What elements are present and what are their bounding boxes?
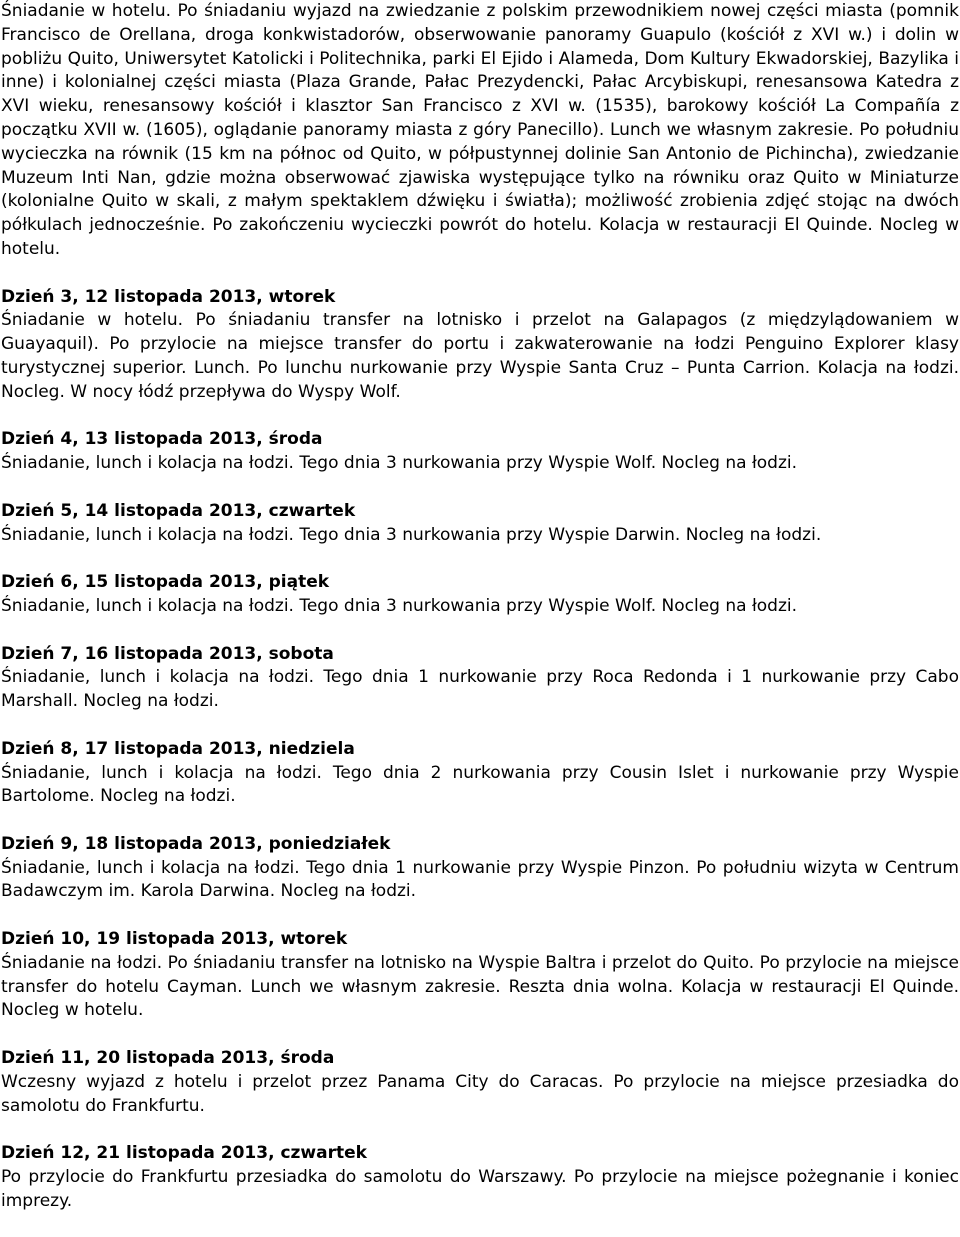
day-section-6 bbox=[1, 571, 959, 619]
day-heading: Dzień 4, 13 listopada 2013, środa bbox=[1, 429, 323, 450]
day-heading: Dzień 3, 12 listopada 2013, wtorek bbox=[1, 286, 336, 307]
spacer bbox=[1, 809, 959, 833]
day-body: Po przylocie do Frankfurtu przesiadka do samolotu do Warszawy. Po przylocie na miejsce pożegnanie i koniec imprezy. bbox=[1, 1167, 959, 1211]
day-body: Śniadanie, lunch i kolacja na łodzi. Tego dnia 1 nurkowanie przy Roca Redonda i 1 nurkowanie przy Cabo Marshall. Nocleg na łodzi. bbox=[1, 667, 959, 712]
spacer bbox=[1, 262, 959, 286]
day-body: Śniadanie, lunch i kolacja na łodzi. Tego dnia 1 nurkowanie przy Wyspie Pinzon. Po południu wizyta w Centrum Badawczym im. Karola Darwina. Nocleg na łodzi. bbox=[1, 857, 959, 902]
day-section-7 bbox=[1, 643, 959, 714]
day-heading: Dzień 8, 17 listopada 2013, niedziela bbox=[1, 738, 355, 759]
intro-paragraph: Śniadanie w hotelu. Po śniadaniu wyjazd na zwiedzanie z polskim przewodnikiem nowej części miasta (pomnik Francisco de Orellana, droga konkwistadorów, obserwowanie panoramy Guapulo (kościół z XVI w.) i dolin w pobliżu Quito, Uniwersytet Katolicki i Politechnika, parki El Ejido i Alameda, Dom Kultury Ekwadorskiej, Bazylika i inne) i kolonialnej części miasta (Plaza Grande, Pałac Prezydencki, Pałac Arcybiskupi, renesansowa Katedra z XVI wieku, renesansowy kościół i klasztor San Francisco z XVI w. (1535), barokowy kościół La Compañía z początku XVII w. (1605), oglądanie panoramy miasta z góry Panecillo). Lunch we własnym zakresie. Po południu wycieczka na równik (15 km na północ od Quito, w półpustynnej dolinie San Antonio de Pichincha), zwiedzanie Muzeum Inti Nan, gdzie można obserwować zjawiska występujące tylko na równiku oraz Quito w Miniaturze (kolonialne Quito w skali, z małym spektaklem dźwięku i światła); możliwość zrobienia zdjęć stojąc na dwóch półkulach jednocześnie. Po zakończeniu wycieczki powrót do hotelu. Kolacja w restauracji El Quinde. Nocleg w hotelu. bbox=[1, 1, 959, 259]
day-heading: Dzień 6, 15 listopada 2013, piątek bbox=[1, 572, 330, 593]
day-body: Śniadanie, lunch i kolacja na łodzi. Tego dnia 3 nurkowania przy Wyspie Wolf. Nocleg na łodzi. bbox=[1, 453, 798, 474]
spacer bbox=[1, 1023, 959, 1047]
day-heading: Dzień 7, 16 listopada 2013, sobota bbox=[1, 643, 334, 664]
spacer bbox=[1, 405, 959, 429]
day-section-10 bbox=[1, 928, 959, 1023]
spacer bbox=[1, 619, 959, 643]
day-body: Śniadanie, lunch i kolacja na łodzi. Tego dnia 3 nurkowania przy Wyspie Darwin. Nocleg na łodzi. bbox=[1, 524, 822, 545]
day-body: Śniadanie, lunch i kolacja na łodzi. Tego dnia 3 nurkowania przy Wyspie Wolf. Nocleg na łodzi. bbox=[1, 595, 798, 616]
day-body: Wczesny wyjazd z hotelu i przelot przez Panama City do Caracas. Po przylocie na miejsce przesiadka do samolotu do Frankfurtu. bbox=[1, 1071, 959, 1116]
day-section-9 bbox=[1, 833, 959, 904]
day-section-4 bbox=[1, 428, 959, 476]
day-body: Śniadanie na łodzi. Po śniadaniu transfer na lotnisko na Wyspie Baltra i przelot do Quito. Po przylocie na miejsce transfer do hotelu Cayman. Lunch we własnym zakresie. Reszta dnia wolna. Kolacja w restauracji El Quinde. Nocleg w hotelu. bbox=[1, 952, 959, 1021]
day-body: Śniadanie, lunch i kolacja na łodzi. Tego dnia 2 nurkowania przy Cousin Islet i nurkowanie przy Wyspie Bartolome. Nocleg na łodzi. bbox=[1, 762, 959, 807]
day-heading: Dzień 12, 21 listopada 2013, czwartek bbox=[1, 1143, 367, 1164]
day-section-11 bbox=[1, 1047, 959, 1118]
day-heading: Dzień 5, 14 listopada 2013, czwartek bbox=[1, 500, 356, 521]
spacer bbox=[1, 1118, 959, 1142]
document-page bbox=[1, 0, 959, 1214]
spacer bbox=[1, 476, 959, 500]
day-heading: Dzień 9, 18 listopada 2013, poniedziałek bbox=[1, 833, 391, 854]
spacer bbox=[1, 714, 959, 738]
day-heading: Dzień 10, 19 listopada 2013, wtorek bbox=[1, 929, 348, 950]
day-section-5 bbox=[1, 500, 959, 548]
spacer bbox=[1, 547, 959, 571]
day-heading: Dzień 11, 20 listopada 2013, środa bbox=[1, 1048, 335, 1069]
day-section-3 bbox=[1, 286, 959, 405]
day-section-8 bbox=[1, 738, 959, 809]
day-body: Śniadanie w hotelu. Po śniadaniu transfer na lotnisko i przelot na Galapagos (z międzylądowaniem w Guayaquil). Po przylocie na miejsce transfer do portu i zakwaterowanie na łodzi Penguino Explorer klasy turystycznej superior. Lunch. Po lunchu nurkowanie przy Wyspie Santa Cruz – Punta Carrion. Kolacja na łodzi. Nocleg. W nocy łódź przepływa do Wyspy Wolf. bbox=[1, 310, 959, 402]
day-section-12 bbox=[1, 1142, 959, 1213]
spacer bbox=[1, 904, 959, 928]
